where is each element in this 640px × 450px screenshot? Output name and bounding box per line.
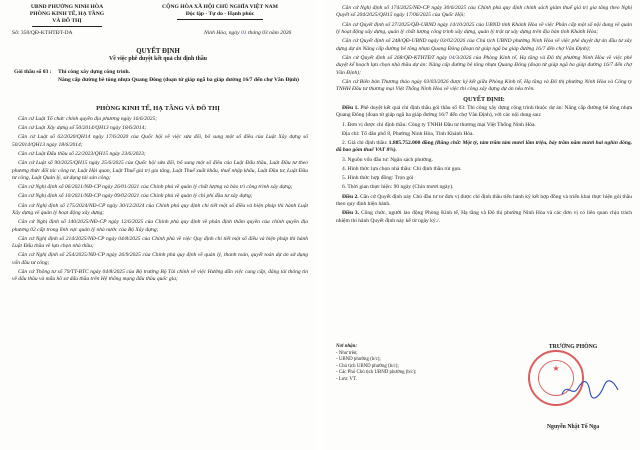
basis-item: Căn cứ Luật Tổ chức chính quyền địa phương ngày 16/6/2025; <box>18 116 158 122</box>
document-number: Số: 350/QĐ-KTHTĐT-DA <box>12 30 73 36</box>
basis-item: Căn cứ Quyết định số 27/2025/QĐ-UBND ngày 14/10/2025 của UBND tỉnh Khánh Hòa về việc Phân cấp một số nội dung về quản lý hoạt động xây dựng, quản lý chất lượng công trình xây dựng, quản lý trật tự xây dựng trên địa bàn tỉnh Khánh Hòa; <box>336 21 632 36</box>
org-line: UBND PHƯỜNG NINH HÒA <box>30 4 104 10</box>
basis-item: Căn cứ Luật Xây dựng số 50/2014/QH13 ngày 18/6/2014; <box>18 125 147 132</box>
basis-item: Căn cứ Nghị định số 10/2021/NĐ-CP ngày 09/02/2021 của Chính phủ về quản lý chi phí đầu tư xây dựng; <box>18 193 253 200</box>
article-item: Địa chỉ: Tổ dân phố 8, Phường Ninh Hòa, Tỉnh Khánh Hòa. <box>342 130 474 137</box>
article-item: 1. Đơn vị được chỉ định thầu: Công ty TNHH Đầu tư thương mại Việt Thống Ninh Hòa. <box>342 121 536 128</box>
page-title: QUYẾT ĐỊNH <box>136 48 180 55</box>
recipient-item: - Chủ tịch UBND phường (b/c); <box>336 363 399 369</box>
basis-item: Căn cứ Nghị định số 174/2025/NĐ-CP ngày 30/6/2025 của Chính phủ quy định chính sách giảm thuế giá trị gia tăng theo Nghị Quyết số 204/2025/QH15 ngày 17/06/2025 của Quốc Hội; <box>336 5 632 19</box>
signer-name: Nguyễn Nhật Tố Nga <box>546 424 600 430</box>
decision-body <box>336 5 632 227</box>
basis-text: /3/2026 của Phòng Kinh tế, Hạ tầng và Đô thị phường Ninh Hòa về việc phê duyệt kế hoạch lựa chọn nhà thầu dự án: Nâng cấp đường bê tông nhựa Quang Đông (đoạn từ giáp ngã ba giáp đường 16/7 đến chợ Văn Định); <box>336 54 632 76</box>
page-gap <box>316 0 324 450</box>
package-line <box>14 69 310 76</box>
project-line <box>14 77 310 84</box>
date-suffix: tháng 03 năm 2026 <box>248 30 292 36</box>
package-value: Thi công xây dựng công trình. <box>58 69 131 75</box>
basis-item: Căn cứ Nghị định số 06/2021/NĐ-CP ngày 26/01/2021 của Chính phủ về quản lý chất lượng và bảo trì công trình xây dựng; <box>18 184 293 191</box>
national-motto <box>130 4 310 20</box>
basis-item: Căn cứ Luật số 90/2025/QH15 ngày 25/6/2025 của Quốc hội sửa đổi, bổ sung một số điều của Luật Đấu thầu, Luật Đầu tư theo phương thức đối tác công tư, Luật Hải quan, Luật Thuế giá trị gia tăng, Luật Thuế xuất khẩu, thuế nhập khẩu, Luật Đầu tư, Luật Đầu tư công, Luật Quản lý, sử dụng tài sản công; <box>12 160 308 182</box>
article-3 <box>336 210 632 225</box>
recipients-heading: Nơi nhận: <box>336 344 357 349</box>
divider <box>177 19 263 20</box>
recipient-item: - Như trên; <box>336 350 358 356</box>
article-item: 4. Hình thức lựa chọn nhà thầu: Chỉ định thầu rút gọn. <box>342 165 462 172</box>
issuing-org <box>8 4 126 27</box>
article-label: Điều 2. <box>342 193 359 200</box>
recipient-item: - Lưu: VT. <box>336 376 357 382</box>
signer-title: TRƯỞNG PHÒNG <box>548 344 598 350</box>
org-line: PHÒNG KINH TẾ, HẠ TẦNG <box>29 11 105 17</box>
recipients-block <box>336 344 486 384</box>
basis-item: Căn cứ Luật Đấu thầu số 22/2023/QH15 ngày 23/6/2023; <box>18 151 146 158</box>
basis-item: Căn cứ Thông tư số 79/TT-BTC ngày 04/8/2025 của Bộ trưởng Bộ Tài chính về việc Hướng dẫn việc cung cấp, đăng tải thông tin về đấu thầu và mẫu hồ sơ đấu thầu trên Hệ thống mạng đấu thầu quốc gia; <box>12 269 308 283</box>
signature-icon <box>560 378 620 400</box>
date-prefix: Ninh Hòa, ngày <box>204 30 240 36</box>
article-1 <box>336 105 632 120</box>
project-label <box>14 77 58 84</box>
date-day: 01 <box>241 30 247 36</box>
project-value: Nâng cấp đường bê tông nhựa Quang Đông (đoạn từ giáp ngã ba giáp đường 16/7 đến chợ Văn Định) <box>58 77 299 83</box>
basis-item: Căn cứ Biên bản Thương thảo ngày 03/03/2026 được ký kết giữa Phòng Kinh tế, Hạ tầng và Đô thị phường Ninh Hòa và Công ty TNHH Đầu tư thương mại Việt Thống Ninh Hòa về việc thi công xây dựng dự án nêu trên. <box>336 78 632 93</box>
price-label: 2. Giá chỉ định thầu: <box>342 140 388 147</box>
signature-block <box>514 344 632 444</box>
document-header <box>8 4 308 44</box>
article-2 <box>336 194 632 209</box>
agency-heading: PHÒNG KINH TẾ, HẠ TẦNG VÀ ĐÔ THỊ <box>96 105 220 112</box>
basis-item: Căn cứ Nghị định số 140/2025/NĐ-CP ngày 12/6/2025 của Chính phủ quy định về phân định thẩm quyền của chính quyền địa phương 02 cấp trong lĩnh vực quản lý nhà nước của Bộ Xây dựng; <box>12 219 308 233</box>
article-text: Căn cứ Quyết định này Chủ đầu tư tư đơn vị được chỉ định thầu tiến hành ký kết hợp đồng và triển khai thực hiện gói thầu theo quy định hiện hành. <box>336 193 632 207</box>
basis-text: Căn cứ Quyết định số 268/QĐ-KTHTĐT ngày <box>342 54 448 61</box>
basis-item: Căn cứ Quyết định số 248/QĐ-UBND ngày 03/02/2026 của Chủ tịch UBND phường Ninh Hòa về việc phê duyệt dự án đầu tư xây dựng dự án Nâng cấp đường bê tông nhựa Quang Đông (đoạn từ giáp ngã ba giáp đường 16/7 đến chợ Văn Định); <box>336 38 632 52</box>
price-amount: 1.885.752.000 đồng <box>388 140 434 147</box>
divider <box>32 26 102 27</box>
basis-item: Căn cứ Nghị định số 254/2025/NĐ-CP ngày 26/9/2025 của Chính phủ quy định về quản lý, thanh toán, quyết toán dự án sử dụng vốn đầu tư công; <box>12 252 308 266</box>
price-words: (Bằng chữ: Một tỷ, tám trăm tám mươi lăm triệu, bảy trăm năm mươi hai nghìn đồng, đã bao gồm thuế VAT 8%). <box>336 140 633 154</box>
article-item: 3. Nguồn vốn đầu tư: Ngân sách phường. <box>342 156 433 163</box>
article-item: 6. Thời gian thực hiện: 90 ngày (Chín mươi ngày). <box>342 184 454 191</box>
article-text: Phê duyệt kết quả chỉ định thầu gói thầu số 03: Thi công xây dựng công trình thuộc dự án: Nâng cấp đường bê tông nhựa Quang Đông (đoạn từ giáp ngã ba giáp đường 16/7 đến chợ Văn Định), với các nội dung sau: <box>336 105 633 119</box>
package-label: Gói thầu số 03 : <box>14 69 52 75</box>
page-left <box>0 0 316 450</box>
basis-item: Căn cứ Luật số 62/2020/QH14 ngày 17/6/2020 của Quốc hội về việc sửa đổi, bổ sung một số điều của Luật Xây dựng số 50/2014/QH13 ngày 18/6/2014; <box>12 134 308 148</box>
article-item: 5. Hình thức hợp đồng: Trọn gói <box>342 175 414 182</box>
article-label: Điều 1. <box>342 105 359 112</box>
star-icon: ★ <box>552 364 560 373</box>
motto: Độc lập - Tự do - Hạnh phúc <box>185 11 255 17</box>
page-right <box>324 0 640 450</box>
basis-item <box>336 55 632 77</box>
recipient-item: - UBND phường (b/c); <box>336 357 381 363</box>
article-label: Điều 3. <box>342 210 360 217</box>
article-text: Công chức, người lao động Phòng Kinh tế, Hạ tầng và Đô thị phường Ninh Hòa và các đơn vị có liên quan chịu trách nhiệm thi hành Quyết định này kể từ ngày ký./. <box>336 210 632 224</box>
nation-title: CỘNG HÒA XÃ HỘI CHỦ NGHĨA VIỆT NAM <box>162 4 278 10</box>
issue-date <box>204 30 291 36</box>
org-line: VÀ ĐÔ THỊ <box>52 18 82 24</box>
price-item <box>336 140 632 155</box>
page-subtitle: Về việc phê duyệt kết quả chỉ định thầu <box>109 56 207 62</box>
legal-bases <box>12 116 308 286</box>
basis-item: Căn cứ Nghị định số 214/2025/NĐ-CP ngày 04/8/2025 của Chính phủ về việc Quy định chi tiết một số điều và biện pháp thi hành Luật Đấu thầu về lựa chọn nhà thầu; <box>12 235 308 250</box>
basis-item: Căn cứ Nghị định số 175/2024/NĐ-CP ngày 30/12/2024 của Chính phủ quy định chi tiết một số điều và biện pháp thi hành Luật Xây dựng về quản lý hoạt động xây dựng; <box>12 202 308 217</box>
handwritten-day: 04 <box>449 54 455 61</box>
decision-heading: QUYẾT ĐỊNH: <box>463 95 505 103</box>
recipient-item: - Các Phó Chủ tịch UBND phường (b/c); <box>336 370 417 376</box>
